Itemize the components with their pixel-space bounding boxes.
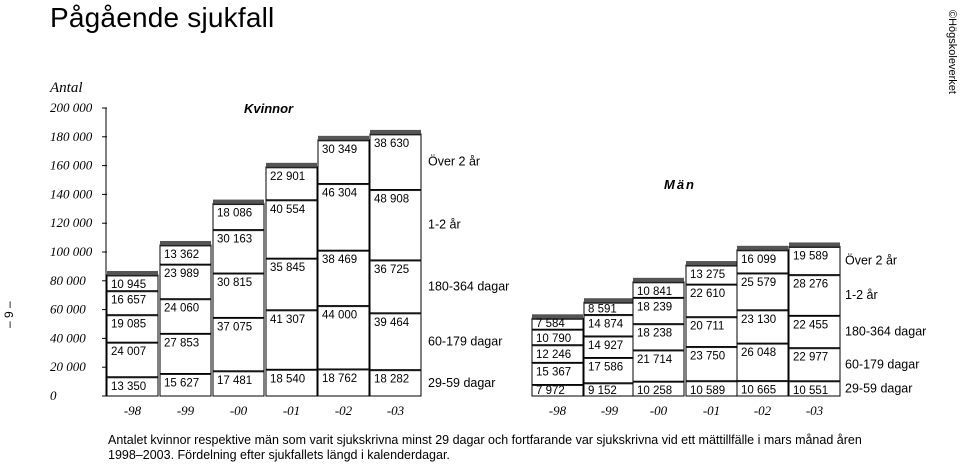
y-tick-label: 140 000	[50, 186, 93, 202]
bar-top-cap	[789, 242, 840, 246]
bar-value-label: 18 762	[322, 372, 358, 385]
bar-value-label: 44 000	[322, 309, 358, 322]
bar-value-label: 18 282	[374, 373, 410, 386]
bar-top-cap	[686, 261, 737, 265]
bar-value-label: 10 790	[536, 333, 572, 346]
bar-value-label: 15 367	[536, 366, 572, 379]
bar-value-label: 38 630	[374, 137, 410, 150]
y-tick-label: 40 000	[50, 330, 86, 346]
bar-top-cap	[584, 298, 635, 302]
bar-value-label: 22 977	[793, 351, 829, 364]
bar-value-label: 39 464	[374, 316, 410, 329]
segment-legend-label: Över 2 år	[845, 253, 898, 268]
bar-value-label: 13 350	[111, 380, 147, 393]
bar-top-cap	[266, 163, 317, 167]
segment-legend-label: 1-2 år	[428, 217, 461, 232]
bar-top-cap	[370, 130, 421, 134]
segment-legend-label: 29-59 dagar	[845, 381, 913, 396]
bar-value-label: 28 276	[793, 278, 829, 291]
bar-value-label: 22 901	[270, 170, 306, 183]
bar-top-cap	[107, 271, 158, 275]
bar-value-label: 10 551	[793, 384, 829, 397]
group-title-0: Kvinnor	[244, 101, 294, 116]
bar-value-label: 23 989	[164, 268, 200, 281]
figure-caption: Antalet kvinnor respektive män som varit sjukskrivna minst 29 dagar och fortfarande var sjukskrivna vid ett mättillfälle i mars månad åren 1998–2003. Fördelning efter sjukfallets längd i kalenderdagar.	[108, 433, 862, 462]
bar-value-label: 17 481	[217, 374, 253, 387]
bar-value-label: 12 246	[536, 348, 572, 361]
bar-value-label: 36 725	[374, 263, 410, 276]
bar-value-label: 10 258	[637, 385, 673, 397]
bar-value-label: 13 275	[690, 269, 726, 282]
bar-top-cap	[213, 200, 264, 204]
x-tick-label: -00	[229, 403, 248, 418]
bar-value-label: 27 853	[164, 337, 200, 350]
bar-value-label: 7 584	[536, 318, 565, 331]
x-tick-label: -03	[386, 403, 405, 418]
segment-legend-label: 60-179 dagar	[428, 334, 503, 349]
segment-legend-label: 180-364 dagar	[428, 279, 510, 294]
bar-value-label: 18 540	[270, 373, 306, 386]
y-tick-label: 100 000	[50, 244, 93, 259]
bar-value-label: 7 972	[536, 385, 565, 397]
bar-value-label: 10 589	[690, 384, 726, 397]
x-tick-label: -03	[805, 403, 824, 418]
bar-value-label: 37 075	[217, 321, 253, 334]
bar-value-label: 35 845	[270, 262, 306, 275]
bar-value-label: 19 589	[793, 250, 829, 263]
bar-value-label: 24 007	[111, 346, 147, 359]
copyright-text: ©Högskoleverket	[946, 10, 958, 94]
bar-value-label: 25 579	[741, 276, 777, 289]
bar-top-cap	[318, 136, 369, 140]
x-tick-label: -99	[600, 403, 619, 418]
x-tick-label: -98	[548, 403, 567, 418]
page-title: Pågående sjukfall	[50, 2, 275, 33]
bar-value-label: 10 945	[111, 278, 147, 291]
bar-value-label: 23 750	[690, 350, 726, 363]
y-tick-label: 80 000	[50, 272, 86, 288]
bar-top-cap	[160, 241, 211, 245]
bar-value-label: 19 085	[111, 318, 147, 331]
bar-value-label: 20 711	[690, 320, 725, 333]
y-tick-label: 0	[50, 388, 57, 403]
x-tick-label: -01	[282, 403, 301, 418]
bar-value-label: 48 908	[374, 193, 410, 206]
bar-value-label: 38 469	[322, 254, 358, 267]
bar-value-label: 40 554	[270, 203, 306, 216]
bar-value-label: 21 714	[637, 353, 673, 366]
x-tick-label: -02	[334, 403, 353, 418]
group-title-1: Män	[664, 177, 696, 192]
bar-value-label: 30 815	[217, 277, 253, 290]
bar-value-label: 30 349	[322, 143, 358, 156]
bar-value-label: 26 048	[741, 347, 777, 360]
bar-value-label: 10 841	[637, 285, 673, 298]
page-number-text: – 9 –	[2, 301, 16, 328]
segment-legend-label: 1-2 år	[845, 288, 878, 303]
bar-value-label: 17 586	[588, 361, 624, 374]
bar-value-label: 24 060	[164, 302, 200, 315]
bar-value-label: 22 610	[690, 288, 726, 301]
segment-legend-label: Över 2 år	[428, 154, 481, 169]
x-tick-label: -01	[702, 403, 721, 418]
segment-legend-label: 180-364 dagar	[845, 324, 927, 339]
bar-value-label: 30 163	[217, 233, 253, 246]
x-tick-label: -00	[649, 403, 668, 418]
bar-value-label: 18 238	[637, 327, 673, 340]
bar-value-label: 46 304	[322, 187, 358, 200]
y-tick-label: 200 000	[50, 100, 93, 115]
bar-value-label: 13 362	[164, 248, 200, 261]
y-tick-label: 120 000	[50, 215, 93, 231]
y-tick-label: 20 000	[50, 359, 86, 375]
y-tick-label: 180 000	[50, 128, 93, 144]
bar-value-label: 14 927	[588, 340, 624, 353]
y-tick-label: 160 000	[50, 157, 93, 173]
bar-value-label: 18 086	[217, 207, 253, 220]
bar-top-cap	[633, 278, 684, 282]
bar-value-label: 9 152	[588, 385, 617, 397]
y-axis-label: Antal	[50, 80, 83, 96]
bar-top-cap	[737, 246, 788, 250]
bar-value-label: 14 874	[588, 318, 624, 331]
bar-value-label: 22 455	[793, 319, 829, 332]
bar-top-cap	[532, 314, 583, 318]
bar-value-label: 41 307	[270, 313, 306, 326]
y-tick-label: 60 000	[50, 301, 86, 317]
bar-value-label: 10 665	[741, 384, 777, 397]
x-tick-label: -99	[176, 403, 195, 418]
bar-value-label: 23 130	[741, 313, 777, 326]
segment-legend-label: 60-179 dagar	[845, 357, 920, 372]
segment-legend-label: 29-59 dagar	[428, 375, 496, 390]
bar-value-label: 15 627	[164, 377, 200, 390]
x-tick-label: -02	[753, 403, 772, 418]
bar-value-label: 18 239	[637, 301, 673, 314]
bar-value-label: 16 099	[741, 253, 777, 266]
bar-value-label: 8 591	[588, 303, 617, 316]
x-tick-label: -98	[123, 403, 142, 418]
bar-value-label: 16 657	[111, 294, 147, 307]
